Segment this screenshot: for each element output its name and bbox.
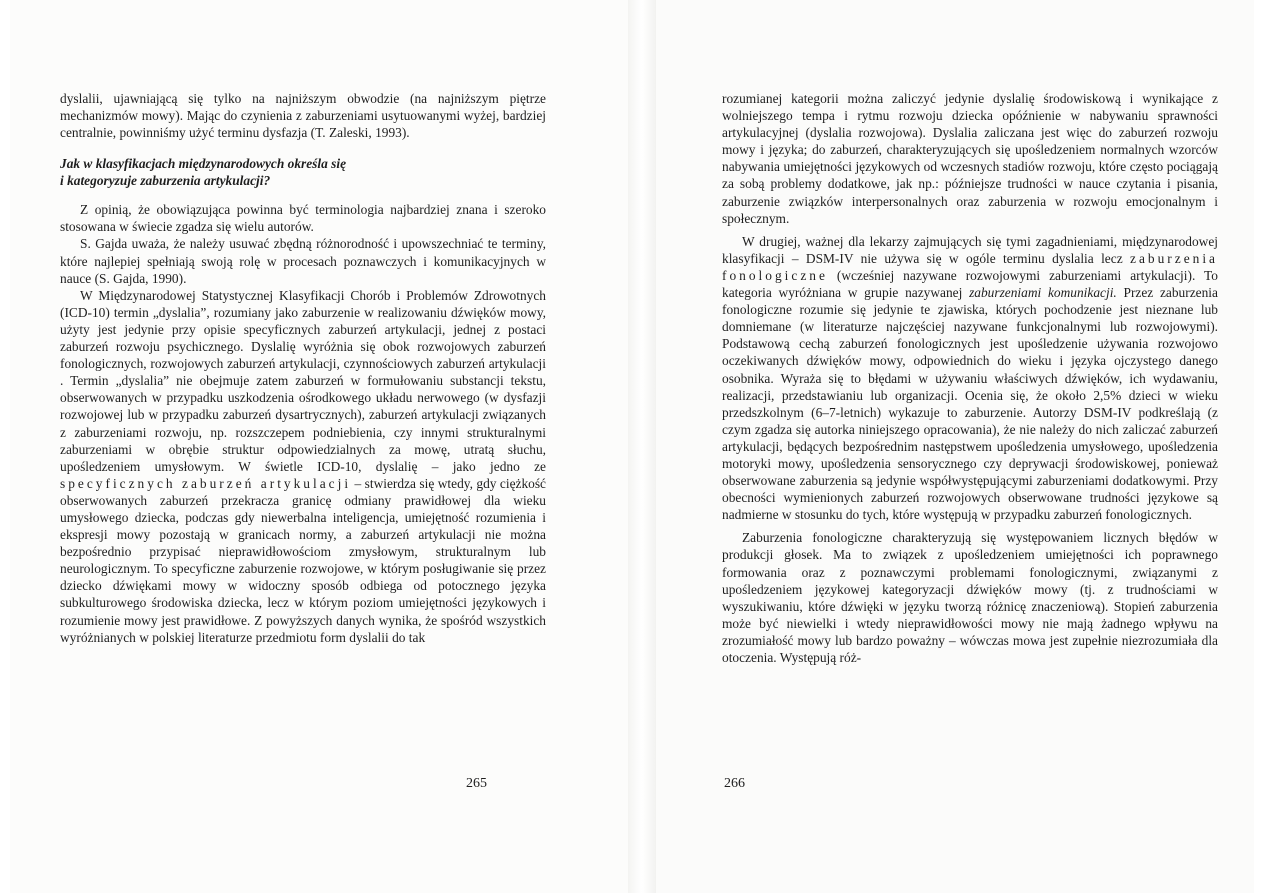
right-page-body [722, 90, 1218, 666]
text-run: W drugiej, ważnej dla lekarzy zajmujących się tymi zagadnieniami, międzynarodowej klasyfikacji – DSM-IV nie używa się w ogóle terminu dyslalia lecz [722, 233, 1218, 266]
paragraph [722, 233, 1218, 524]
spaced-emphasis: specyficznych zaburzeń artykulacji [60, 475, 352, 491]
spaced-emphasis: zaburzenia fonologiczne [722, 250, 1218, 283]
paragraph: Z opinią, że obowiązująca powinna być terminologia najbardziej znana i szeroko stosowana w świecie zgadza się wielu autorów. [60, 202, 546, 235]
paragraph: Zaburzenia fonologiczne charakteryzują się występowaniem licznych błędów w produkcji głosek. Ma to związek z upośledzeniem umiejętności ich poprawnego formowania oraz z poznawczymi problemami fonologicznymi, związanymi z upośledzeniem językowej kategoryzacji dźwięków mowy (tj. z trudnościami w wyszukiwaniu, które dźwięki w języku tworzą różnicę znaczeniową). Stopień zaburzenia może być niewielki i wtedy nieprawidłowości mowy nie mają żadnego wpływu na zrozumiałość mowy lub bardzo poważny – wówczas mowa jest zupełnie niezrozumiała dla otoczenia. Występują róż- [722, 530, 1218, 665]
text-run: (wcześniej nazywane rozwojowymi zaburzeniami artykulacji). To kategoria wyróżniana w grupie nazywanej [722, 267, 1218, 301]
heading-line: Jak w klasyfikacjach międzynarodowych określa się [60, 156, 347, 172]
paragraph: rozumianej kategorii można zaliczyć jedynie dyslalię środowiskową i wynikające z wolniejszego tempa i rytmu rozwoju dziecka opóźnienie w nabywaniu sprawności artykulacyjnej (dyslalia rozwojowa). Dyslalia zaliczana jest więc do zaburzeń rozwoju mowy i języka; do zaburzeń, charakteryzujących się upośledzeniem normalnych wzorców nabywania umiejętności językowych od wczesnych stadiów rozwoju, które często pociągają za sobą problemy dodatkowe, jak np.: późniejsze trudności w nauce czytania i pisania, zaburzenie związków interpersonalnych oraz zaburzenia w rozwoju emocjonalnym i społecznym. [722, 91, 1218, 226]
book-gutter [628, 0, 656, 893]
heading-line: i kategoryzuje zaburzenia artykulacji? [60, 173, 271, 189]
text-run: Przez zaburzenia fonologiczne rozumie się jedynie te zjawiska, których pochodzenie jest nieznane lub domniemane (w literaturze najczęściej nazywane funkcjonalnymi lub rozwojowymi). Podstawową cechą zaburzeń fonologicznych jest upośledzenie używania rozwojowo oczekiwanych dźwięków mowy, odpowiednich do wieku i języka ojczystego danego osobnika. Wyraża się to błędami w używaniu właściwych dźwięków, ich wydawaniu, realizacji, przedstawianiu lub organizacji. Ocenia się, że około 2,5% dzieci w wieku przedszkolnym (6–7-letnich) wykazuje to zaburzenie. Autorzy DSM-IV podkreślają (z czym zgadza się autorka niniejszego opracowania), że nie należy do nich zaliczać zaburzeń artykulacji, będących bezpośrednim następstwem upośledzenia umysłowego, upośledzenia motoryki mowy, upośledzenia sensorycznego czy deprywacji środowiskowej, ponieważ obserwowane zaburzenia są jedynie współwystępującymi zaburzeniami dodatkowymi. Przy obecności wymienionych zaburzeń rozwojowych obserwowane trudności językowe są nadmierne w stosunku do tych, które występują w przypadku zaburzeń fonologicznych. [722, 285, 1218, 523]
section-heading [60, 155, 546, 189]
left-page-body [60, 90, 546, 646]
italic-emphasis: zaburzeniami komunikacji. [969, 285, 1117, 301]
page-number: 265 [466, 776, 487, 791]
left-page [10, 0, 628, 893]
right-page [656, 0, 1254, 893]
paragraph: S. Gajda uważa, że należy usuwać zbędną różnorodność i upowszechniać te terminy, które najlepiej spełniają swoją rolę w procesach poznawczych i komunikacyjnych w nauce (S. Gajda, 1990). [60, 236, 546, 286]
text-run: W Międzynarodowej Statystycznej Klasyfikacji Chorób i Problemów Zdrowotnych (ICD-10) termin „dyslalia”, rozumiany jako zaburzenie w realizowaniu dźwięków mowy, użyty jest jedynie przy opisie specyficznych zaburzeń artykulacji, jednej z postaci zaburzeń rozwoju psychicznego. Dyslalię wyróżnia się obok rozwojowych zaburzeń fonologicznych, rozwojowych zaburzeń artykulacji, czynnościowych zaburzeń artykulacji . Termin „dyslalia” nie obejmuje zatem zaburzeń w formułowaniu substancji tekstu, obserwowanych w przypadku uszkodzenia ośrodkowego układu nerwowego (w dysfazji rozwojowej lub w przypadku zaburzeń dysartrycznych), zaburzeń artykulacji związanych z zaburzeniami rozwoju, np. rozszczepem podniebienia, czy innymi strukturalnymi zaburzeniami w obrębie struktur odpowiedzialnych za mowę, utratą słuchu, upośledzeniem umysłowym. W świetle ICD-10, dyslalię – jako jedno ze [60, 287, 546, 474]
page-number: 266 [724, 776, 745, 791]
paragraph [60, 287, 546, 646]
text-run: – stwierdza się wtedy, gdy ciężkość obserwowanych zaburzeń przekracza granicę odmiany prawidłowej dla wieku umysłowego dziecka, podczas gdy niewerbalna inteligencja, umiejętność rozumienia i ekspresji mowy pozostają w granicach normy, a zaburzeń artykulacji nie można bezpośrednio przypisać nieprawidłowościom zmysłowym, strukturalnym lub neurologicznym. To specyficzne zaburzenie rozwojowe, w którym posługiwanie się przez dziecko dźwiękami mowy w widoczny sposób odbiega od potocznego języka subkulturowego środowiska dziecka, lecz w którym poziom umiejętności językowych i rozumienie mowy jest prawidłowe. Z powyższych danych wynika, że spośród wszystkich wyróżnianych w polskiej literaturze przedmiotu form dyslalii do tak [60, 475, 547, 645]
paragraph: dyslalii, ujawniającą się tylko na najniższym obwodzie (na najniższym piętrze mechanizmów mowy). Mając do czynienia z zaburzeniami usytuowanymi wyżej, bardziej centralnie, powinniśmy użyć terminu dysfazja (T. Zaleski, 1993). [60, 91, 546, 141]
